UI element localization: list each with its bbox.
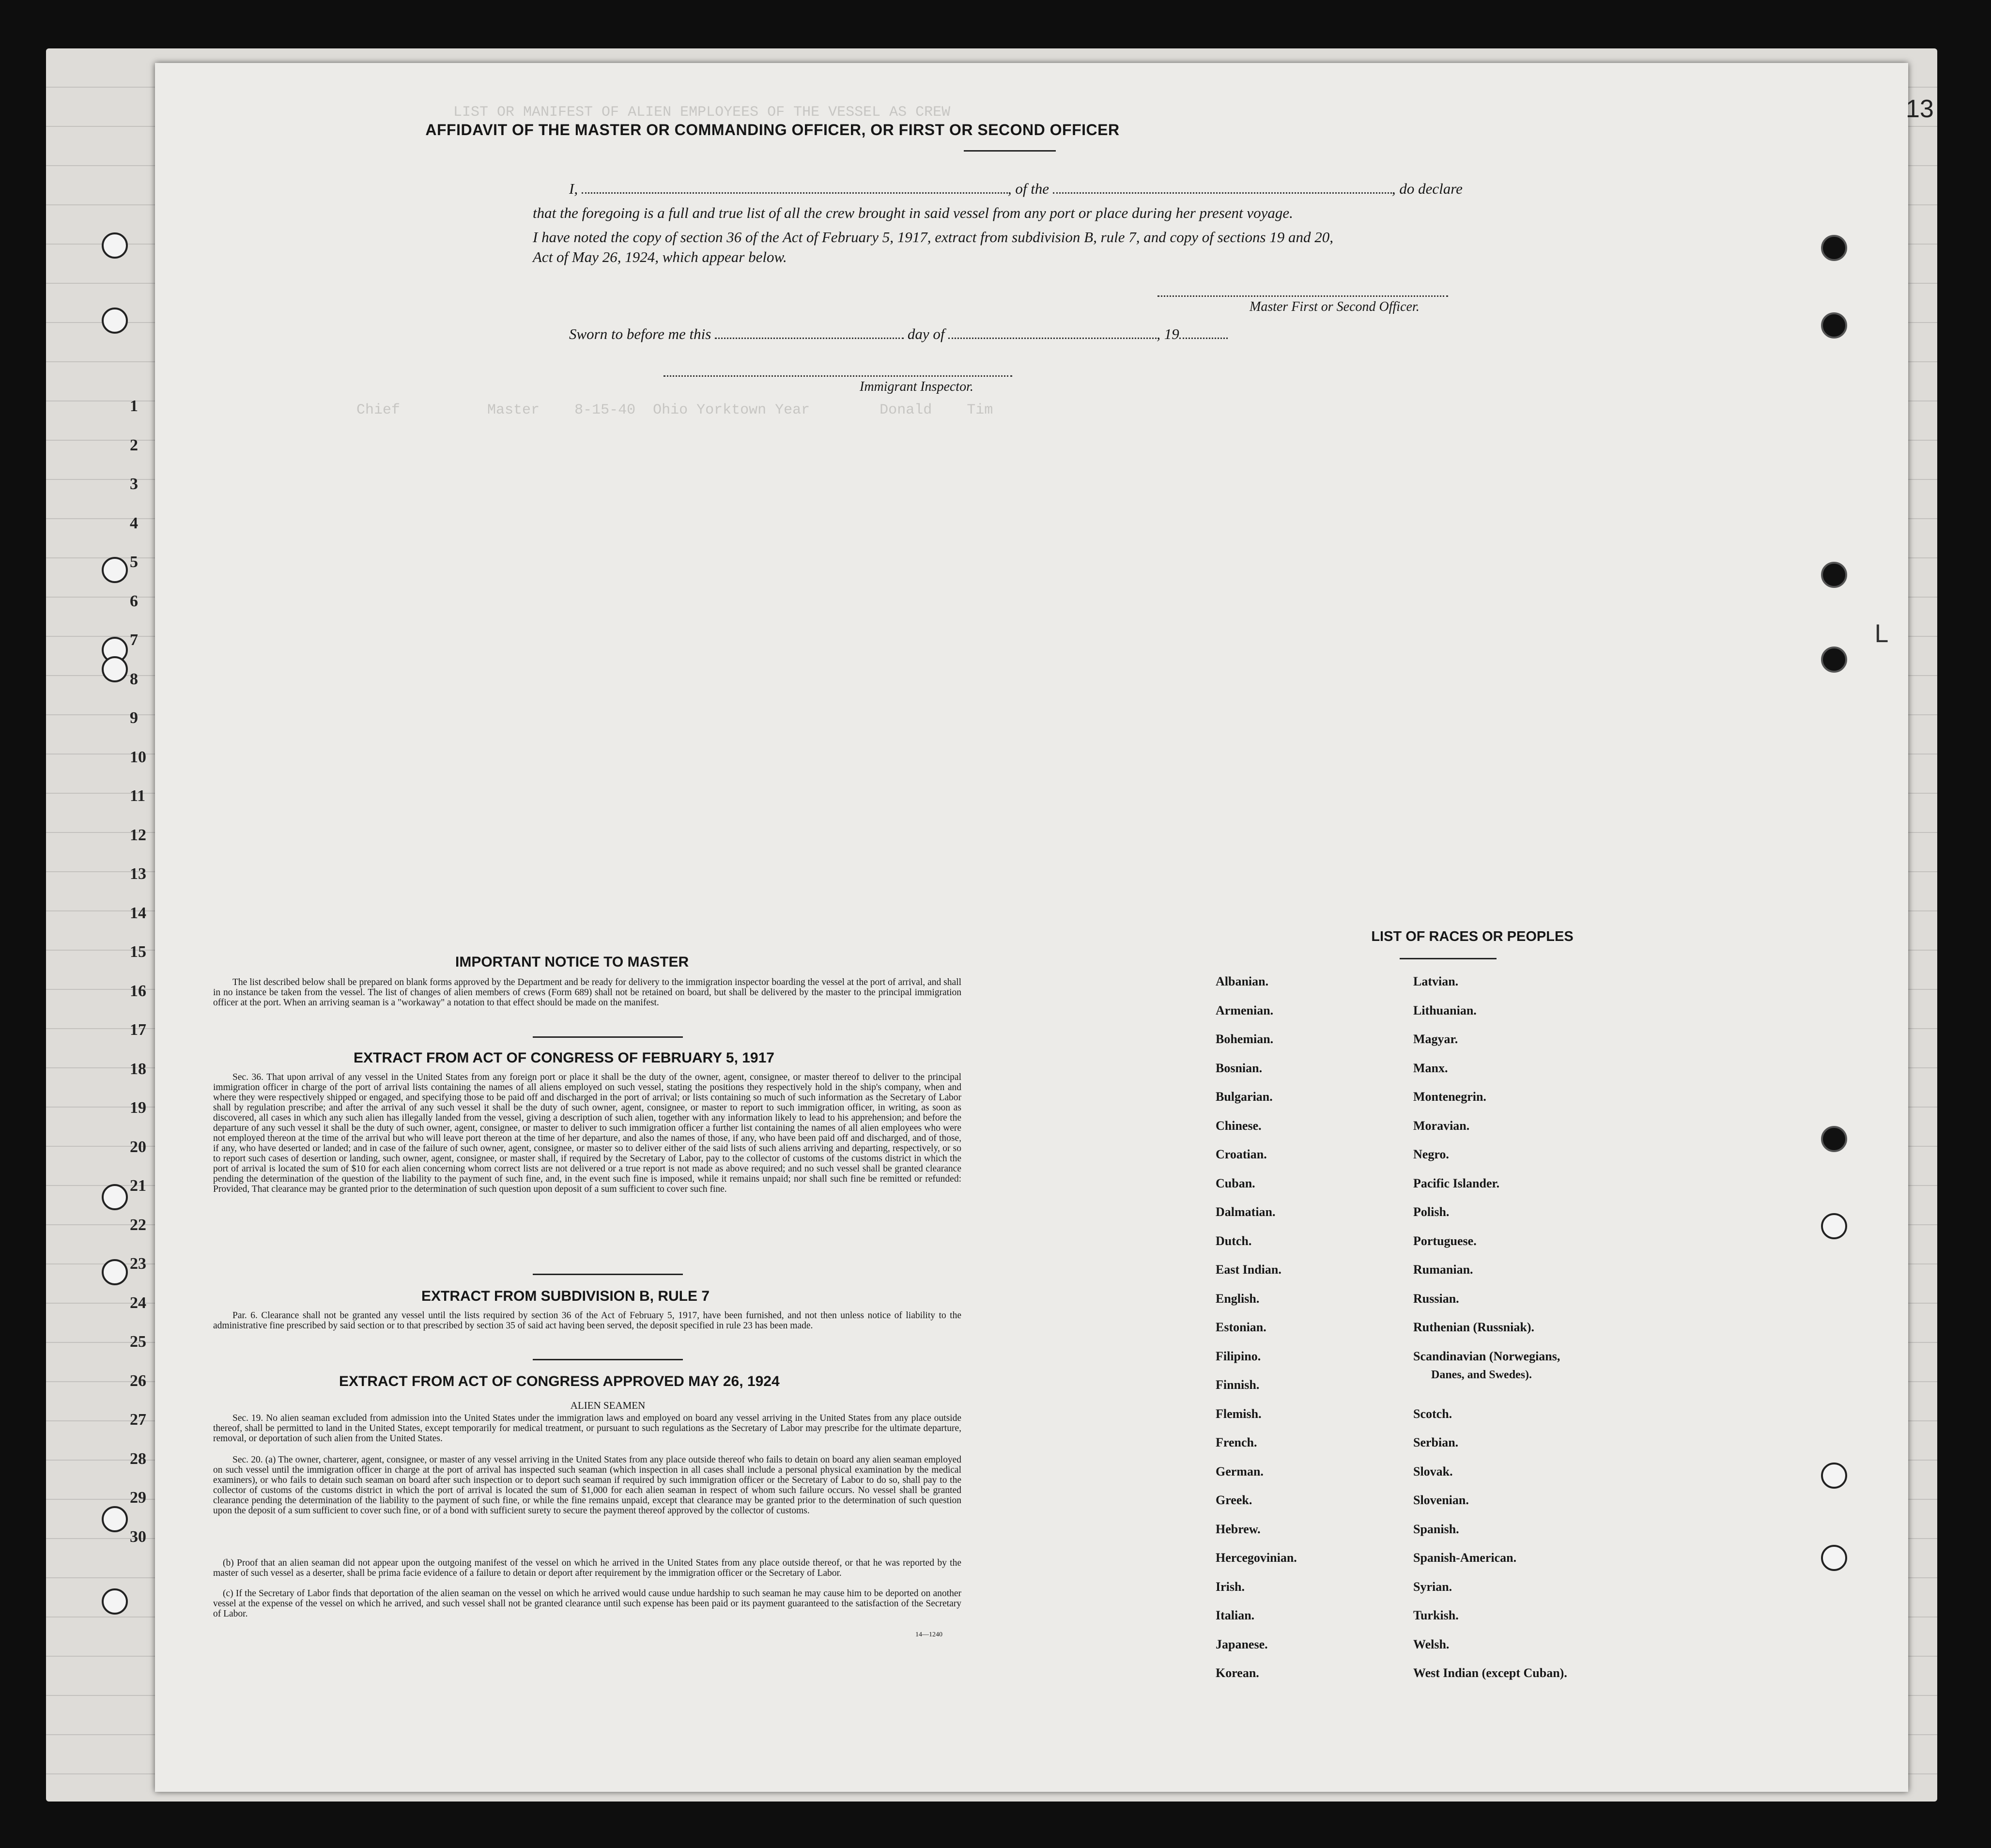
divider (533, 1274, 683, 1275)
row-number: 3 (130, 475, 138, 493)
race-item: Spanish. (1413, 1522, 1459, 1536)
punch-hole-icon (1821, 1463, 1847, 1489)
extract-1924-sec20c: (c) If the Secretary of Labor finds that deportation of the alien seaman on the vessel on which he arrived would cause undue hardship to such seaman he may cause him to be deported on another vessel at the expense of the vessel on which he arrived, and such vessel shall not be granted clearance until such expense has been paid or its payment guaranteed to the satisfaction of the Secretary of Labor. (213, 1588, 961, 1619)
punch-hole-icon (102, 557, 128, 583)
row-number: 18 (130, 1060, 146, 1078)
race-item: Bulgarian. (1216, 1090, 1273, 1104)
race-item: Armenian. (1216, 1003, 1274, 1017)
sworn-day-blank[interactable] (715, 338, 904, 339)
race-item: Magyar. (1413, 1032, 1458, 1046)
race-item: Japanese. (1216, 1637, 1268, 1651)
race-item: Latvian. (1413, 974, 1459, 988)
handwritten-mark: L (1874, 620, 1888, 648)
row-number: 13 (130, 865, 146, 883)
sworn-line (569, 325, 1228, 343)
sworn-text: Sworn to before me this (569, 325, 711, 342)
punch-hole-icon (1821, 1213, 1847, 1239)
race-item: Scotch. (1413, 1406, 1452, 1421)
race-item: Croatian. (1216, 1147, 1267, 1161)
race-item: Pacific Islander. (1413, 1176, 1500, 1190)
extract-rule7-text: Par. 6. Clearance shall not be granted any vessel until the lists required by section 36 of the Act of February 5, 1917, have been furnished, and not then unless notice of liability to the administrative fine prescribed by said section or to that prescribed by section 35 of said act having been served, the deposit specified in rule 23 has been made. (213, 1310, 961, 1331)
punch-hole-icon (102, 1588, 128, 1615)
punch-hole-icon (1821, 1545, 1847, 1571)
row-number: 1 (130, 397, 138, 415)
race-item: Flemish. (1216, 1406, 1262, 1421)
punch-hole-icon (102, 308, 128, 334)
row-number: 14 (130, 904, 146, 922)
affidavit-line-3: I have noted the copy of section 36 of the Act of February 5, 1917, extract from subdivision B, rule 7, and copy of sections 19 and 20, (533, 229, 1334, 246)
row-number: 19 (130, 1099, 146, 1117)
race-item: Dutch. (1216, 1233, 1252, 1248)
row-number: 11 (130, 787, 146, 805)
race-item: Chinese. (1216, 1118, 1262, 1133)
row-number: 15 (130, 943, 146, 961)
row-number: 28 (130, 1449, 146, 1468)
row-number: 6 (130, 592, 138, 610)
row-number: 30 (130, 1527, 146, 1546)
race-item: Negro. (1413, 1147, 1449, 1161)
extract-1924-title: EXTRACT FROM ACT OF CONGRESS APPROVED MAY 26, 1924 (339, 1373, 780, 1389)
punch-hole-icon (102, 1259, 128, 1285)
race-item: Manx. (1413, 1061, 1448, 1075)
bleed-through-text: Chief Master 8-15-40 Ohio Yorktown Year Donald Tim (339, 402, 993, 418)
notice-text: The list described below shall be prepared on blank forms approved by the Department and be ready for delivery to the immigration inspector boarding the vessel at the port of arrival, and shall in no instance be taken from the vessel. The list of changes of alien members of crews (Form 689) shall not be retained on board, but shall be delivered by the master to the principal immigration officer at the port. When an arriving seaman is a "workaway" a notation to that effect should be made on the manifest. (213, 977, 961, 1008)
title-underline (964, 150, 1056, 152)
race-item: Greek. (1216, 1493, 1252, 1507)
row-number: 22 (130, 1216, 146, 1234)
race-item: Montenegrin. (1413, 1090, 1486, 1104)
punch-hole-icon (1821, 312, 1847, 339)
affidavit-line-2: that the foregoing is a full and true list of all the crew brought in said vessel from any port or place during her present voyage. (533, 204, 1293, 221)
row-number: 4 (130, 514, 138, 532)
name-blank[interactable] (582, 192, 1008, 194)
race-item: Albanian. (1216, 974, 1269, 988)
row-number: 27 (130, 1411, 146, 1429)
sworn-month-blank[interactable] (948, 338, 1157, 339)
punch-hole-icon (1821, 562, 1847, 588)
affidavit-line-1 (569, 180, 1463, 198)
extract-1924-sec20a: Sec. 20. (a) The owner, charterer, agent, consignee, or master of any vessel arriving in the United States from any place outside thereof who fails to detain on board any alien seaman employed on such vessel until the immigration officer in charge at the port of arrival has inspected such seaman (which inspection in all cases shall include a personal physical examination by the medical examiners), or who fails to detain such seaman on board after such inspection or to deport such seaman if required by such immigration officer or the Secretary of Labor to do so, shall pay to the collector of customs of the customs district in which the port of arrival is located the sum of $1,000 for each alien seaman in respect of whom such failure occurs. No vessel shall be granted clearance pending the determination of the liability to the payment of such fine, or while the fine remains unpaid, except that clearance may be granted prior to the determination of such question upon the deposit of a sum sufficient to cover such fine, or of a bond with sufficient surety to secure the payment thereof approved by the collector of customs. (213, 1455, 961, 1516)
race-item: Filipino. (1216, 1349, 1261, 1363)
punch-hole-icon (1821, 647, 1847, 673)
race-item: Scandinavian (Norwegians, (1413, 1349, 1560, 1363)
race-item: Rumanian. (1413, 1263, 1473, 1277)
race-item: Finnish. (1216, 1378, 1260, 1392)
race-item: Italian. (1216, 1608, 1255, 1622)
form-number: 14—1240 (915, 1631, 942, 1638)
punch-hole-icon (1821, 235, 1847, 261)
race-item: Bosnian. (1216, 1061, 1263, 1075)
punch-hole-icon (102, 1184, 128, 1210)
row-number: 29 (130, 1489, 146, 1507)
punch-hole-icon (1821, 1126, 1847, 1152)
affidavit-declare: , do declare (1391, 180, 1463, 197)
race-item: Russian. (1413, 1291, 1459, 1306)
race-item: Irish. (1216, 1579, 1245, 1594)
race-item: Syrian. (1413, 1579, 1452, 1594)
vessel-blank[interactable] (1053, 192, 1392, 194)
bleed-through-text: LIST OR MANIFEST OF ALIEN EMPLOYEES OF THE VESSEL AS CREW (436, 104, 951, 121)
race-item: Estonian. (1216, 1320, 1266, 1334)
day-of-text: day of (907, 325, 945, 342)
master-signature-line[interactable] (1158, 295, 1448, 297)
row-number: 26 (130, 1371, 146, 1390)
race-item: Welsh. (1413, 1637, 1450, 1651)
affidavit-title: AFFIDAVIT OF THE MASTER OR COMMANDING OFFICER, OR FIRST OR SECOND OFFICER (425, 121, 1120, 139)
race-item: Turkish. (1413, 1608, 1459, 1622)
race-item: French. (1216, 1435, 1257, 1449)
race-item: Polish. (1413, 1205, 1450, 1219)
page-number: 13 (1906, 95, 1934, 123)
sworn-year-blank[interactable] (1179, 338, 1228, 339)
row-number: 24 (130, 1294, 146, 1312)
races-title-underline (1400, 958, 1497, 959)
affidavit-of-the: , of the (1007, 180, 1050, 197)
punch-hole-icon (102, 232, 128, 259)
race-item: English. (1216, 1291, 1260, 1306)
race-item: West Indian (except Cuban). (1413, 1666, 1567, 1680)
extract-1917-title: EXTRACT FROM ACT OF CONGRESS OF FEBRUARY 5, 1917 (354, 1050, 774, 1066)
race-item: Cuban. (1216, 1176, 1255, 1190)
row-number: 17 (130, 1021, 146, 1039)
row-number: 10 (130, 748, 146, 766)
divider (533, 1359, 683, 1360)
extract-1924-sec20b: (b) Proof that an alien seaman did not appear upon the outgoing manifest of the vessel on which he arrived in the United States from any place outside thereof, or that he was reported by the master of such vessel as a deserter, shall be prima facie evidence of a failure to detain or deport after requirement by the immigration officer or the Secretary of Labor. (213, 1558, 961, 1578)
race-item: Hebrew. (1216, 1522, 1261, 1536)
year-text: , 19 (1157, 325, 1179, 342)
race-item: East Indian. (1216, 1263, 1281, 1277)
row-number: 7 (130, 631, 138, 649)
race-item: Bohemian. (1216, 1032, 1274, 1046)
races-title: LIST OF RACES OR PEOPLES (1371, 929, 1574, 944)
row-number: 16 (130, 982, 146, 1000)
race-item: Korean. (1216, 1666, 1259, 1680)
row-number: 5 (130, 553, 138, 571)
affidavit-i: I, (569, 180, 578, 197)
row-number: 21 (130, 1177, 146, 1195)
race-item: Portuguese. (1413, 1233, 1477, 1248)
inspector-label: Immigrant Inspector. (860, 379, 973, 394)
race-item: Serbian. (1413, 1435, 1459, 1449)
row-number: 23 (130, 1255, 146, 1273)
race-item: Slovak. (1413, 1464, 1453, 1478)
race-item: Dalmatian. (1216, 1205, 1276, 1219)
row-number: 20 (130, 1138, 146, 1156)
row-number: 12 (130, 826, 146, 844)
race-item: Lithuanian. (1413, 1003, 1477, 1017)
master-signature-label: Master First or Second Officer. (1250, 299, 1420, 314)
row-number: 2 (130, 436, 138, 454)
race-item: German. (1216, 1464, 1264, 1478)
punch-hole-icon (102, 656, 128, 682)
extract-rule7-title: EXTRACT FROM SUBDIVISION B, RULE 7 (421, 1288, 710, 1304)
race-item: Hercegovinian. (1216, 1551, 1297, 1565)
race-item: Slovenian. (1413, 1493, 1469, 1507)
race-item: Ruthenian (Russniak). (1413, 1320, 1534, 1334)
row-number: 8 (130, 670, 138, 688)
inspector-signature-line[interactable] (664, 375, 1012, 377)
race-item: Spanish-American. (1413, 1551, 1517, 1565)
extract-1917-text: Sec. 36. That upon arrival of any vessel in the United States from any foreign port or place it shall be the duty of the owner, agent, consignee, or master thereof to deliver to the principal immigration officer in charge of the port of arrival lists containing the names of all aliens employed on such vessel, stating the positions they respectively hold in the ship's company, when and where they were respectively shipped or engaged, and specifying those to be paid off and discharged in the port of arrival; or lists containing so much of such information as the Secretary of Labor shall by regulation prescribe; and after the arrival of any such vessel it shall be the duty of such owner, agent, consignee, or master to report to such immigration officer, in writing, as soon as discovered, all cases in which any such alien has illegally landed from the vessel, giving a description of such alien, together with any information likely to lead to his apprehension; and before the departure of any such vessel it shall be the duty of such owner, agent, consignee, or master to deliver to such immigration officer a further list containing the names of all alien employees who were not employed thereon at the time of the arrival but who will leave port thereon at the time of her departure, and also the names of those, if any, who have been paid off and discharged, and of those, if any, who have deserted or landed; and in case of the failure of such owner, agent, consignee, or master so to deliver either of the said lists of such aliens arriving and departing, respectively, or so to report such cases of desertion or landing, such owner, agent, consignee, or master shall, if required by the Secretary of Labor, pay to the collector of customs of the customs district in which the port of arrival is located the sum of $10 for each alien concerning whom correct lists are not delivered or a true report is not made as above required; and no such vessel shall be granted clearance pending the determination of the question of the liability to the payment of such fine, and, in the event such fine is imposed, while it remains unpaid; nor shall such fine be remitted or refunded: Provided, That clearance may be granted prior to the determination of such question upon deposit of a sum sufficient to cover such fine. (213, 1072, 961, 1194)
alien-seamen-subtitle: ALIEN SEAMEN (570, 1400, 646, 1411)
row-number: 9 (130, 709, 138, 727)
notice-title: IMPORTANT NOTICE TO MASTER (455, 954, 689, 970)
extract-1924-sec19: Sec. 19. No alien seaman excluded from admission into the United States under the immigration laws and employed on board any vessel arriving in the United States from any place outside thereof, shall be permitted to land in the United States, except temporarily for medical treatment, or pursuant to such regulations as the Secretary of Labor may prescribe for the ultimate departure, removal, or deportation of such alien from the United States. (213, 1413, 961, 1444)
affidavit-sheet (155, 63, 1908, 1792)
affidavit-line-4: Act of May 26, 1924, which appear below. (533, 248, 787, 265)
race-continuation: Danes, and Swedes). (1431, 1369, 1532, 1381)
row-number: 25 (130, 1333, 146, 1351)
divider (533, 1036, 683, 1038)
punch-hole-icon (102, 1506, 128, 1532)
race-item: Moravian. (1413, 1118, 1470, 1133)
